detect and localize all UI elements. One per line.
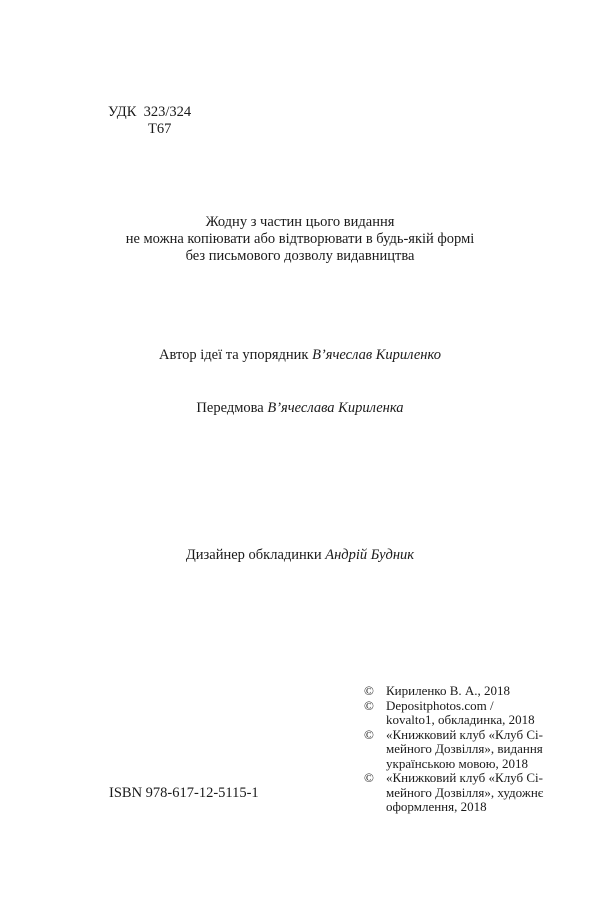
copyright-text: Depositphotos.com / kovalto1, обкладинка, 2018 xyxy=(386,697,535,727)
preface-author-name: В’ячеслава Кириленка xyxy=(267,400,404,416)
copyright-text: Кириленко В. А., 2018 xyxy=(386,683,511,698)
designer-name: Андрій Будник xyxy=(325,547,415,563)
udk-label: УДК xyxy=(108,104,137,120)
copyright-symbol-icon: © xyxy=(364,697,374,713)
copyright-symbol-icon: © xyxy=(364,770,374,785)
copyright-entry xyxy=(364,771,544,815)
notice-line: без письмового дозволу видавництва xyxy=(185,248,415,264)
udk-block xyxy=(108,104,191,138)
copyright-list xyxy=(364,684,544,815)
copyright-symbol-icon: © xyxy=(364,726,374,742)
copyright-symbol-icon: © xyxy=(364,683,374,698)
notice-line: Жодну з частин цього видання xyxy=(205,214,395,230)
preface-credit xyxy=(0,400,600,417)
udk-line xyxy=(108,104,191,121)
preface-role: Передмова xyxy=(196,400,264,416)
author-name: В’ячеслав Кириленко xyxy=(312,347,441,363)
author-mark: Т67 xyxy=(148,121,172,137)
isbn: ISBN 978-617-12-5115-1 xyxy=(109,785,259,801)
designer-role: Дизайнер обкладинки xyxy=(185,547,322,563)
copyright-notice xyxy=(0,214,600,265)
udk-code: 323/324 xyxy=(143,104,192,120)
designer-credit xyxy=(0,547,600,564)
author-credit xyxy=(0,347,600,364)
author-role: Автор ідеї та упорядник xyxy=(159,347,309,363)
copyright-text: «Книжковий клуб «Клуб Сі-мейного Дозвілля», художнє оформлення, 2018 xyxy=(386,770,544,814)
copyright-text: «Книжковий клуб «Клуб Сі-мейного Дозвілля», видання українською мовою, 2018 xyxy=(386,726,543,771)
copyright-entry xyxy=(364,699,544,728)
copyright-entry xyxy=(364,684,544,699)
notice-line: не можна копіювати або відтворювати в будь-якій формі xyxy=(125,231,475,247)
copyright-entry xyxy=(364,728,544,772)
